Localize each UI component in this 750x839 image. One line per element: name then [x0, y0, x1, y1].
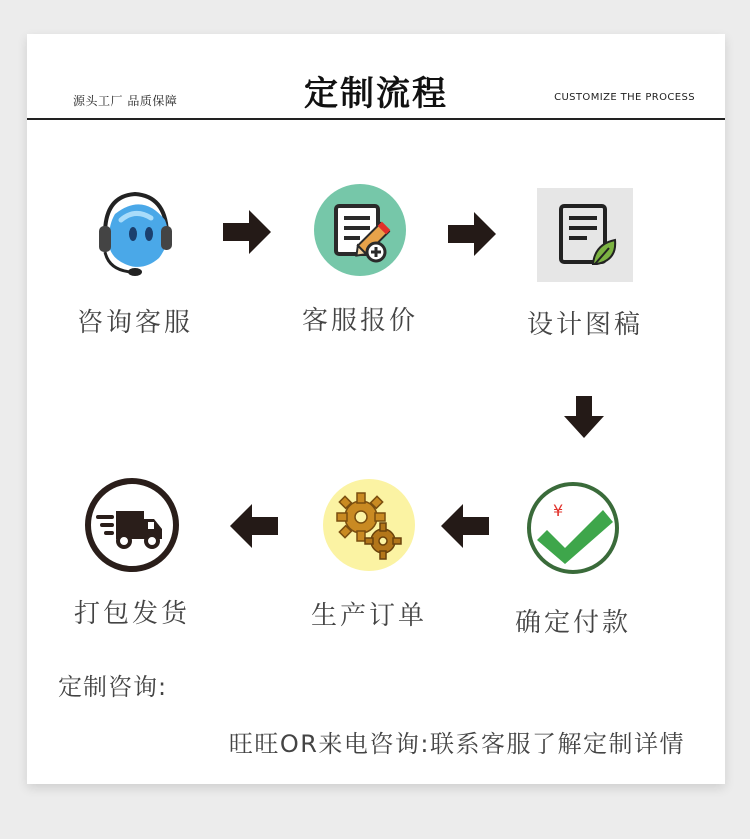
step-confirm-payment — [493, 480, 653, 639]
step-service-quote — [280, 182, 440, 337]
step-label: 设计图稿 — [526, 310, 643, 340]
delivery-truck-icon — [82, 477, 182, 577]
step-label: 客服报价 — [301, 306, 418, 336]
step-consult-service — [55, 184, 215, 339]
yen-checkmark-icon — [523, 480, 623, 580]
arrow-left-icon — [230, 504, 278, 552]
step-production-order — [289, 477, 449, 632]
header-divider — [27, 118, 725, 120]
contact-text: 旺旺OR来电咨询:联系客服了解定制详情 — [228, 730, 685, 758]
arrow-right-icon — [448, 212, 496, 260]
arrow-down-icon — [564, 396, 604, 442]
svg-text:¥: ¥ — [553, 501, 564, 520]
step-pack-ship — [52, 477, 212, 630]
arrow-right-icon — [223, 210, 271, 258]
headset-mascot-icon — [85, 184, 185, 284]
gears-icon — [319, 477, 419, 577]
document-leaf-icon — [535, 186, 635, 286]
header-tagline: 源头工厂 品质保障 — [73, 94, 178, 108]
step-label: 咨询客服 — [76, 308, 193, 338]
step-label: 打包发货 — [73, 599, 190, 629]
step-label: 确定付款 — [514, 608, 631, 638]
process-card — [27, 34, 725, 784]
document-pencil-icon — [310, 182, 410, 282]
step-design-draft — [505, 186, 665, 341]
step-label: 生产订单 — [310, 601, 427, 631]
consult-label: 定制咨询: — [58, 673, 168, 701]
page-title: 定制流程 — [304, 74, 448, 114]
header-english-title: CUSTOMIZE THE PROCESS — [554, 92, 695, 103]
